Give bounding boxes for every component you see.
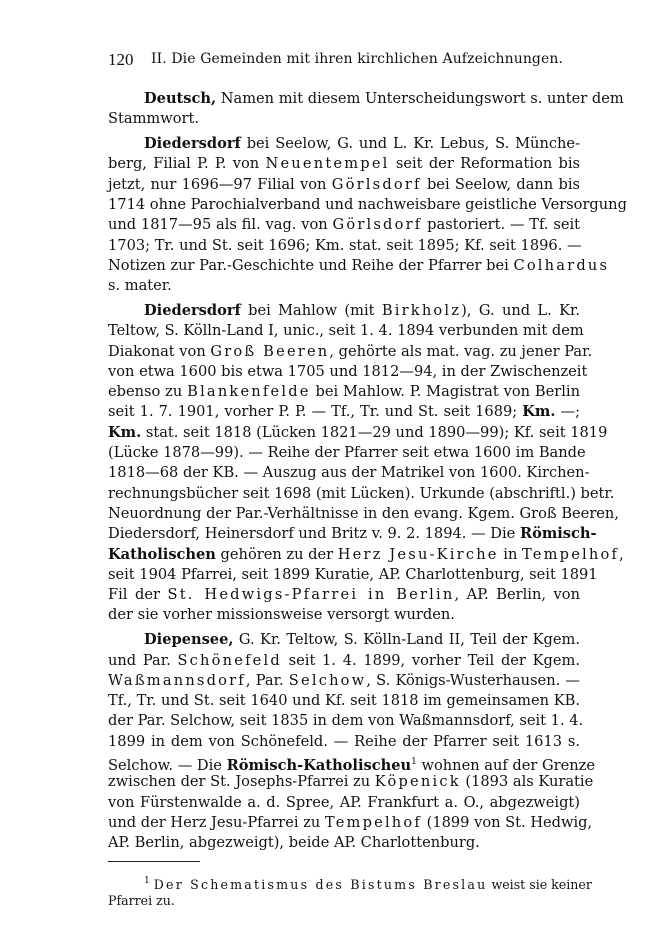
text-run: und der Herz Jesu-Pfarrei zu: [108, 813, 325, 831]
entry-paragraph: [108, 89, 624, 130]
text-line: [108, 545, 624, 565]
text-run: seit 1. 4. 1899, vorher Teil der Kgem.: [281, 651, 580, 669]
headword: Diedersdorf: [144, 135, 241, 153]
headword: Diedersdorf: [144, 301, 241, 319]
text-line: [108, 772, 594, 792]
spaced-name: Tempelhof: [324, 813, 422, 831]
text-run: Neuordnung der Par.-Verhältnisse in den evang. Kgem. Groß Beeren,: [108, 504, 619, 522]
spaced-name: Neuentempel: [265, 155, 390, 173]
text-line: [108, 134, 580, 154]
text-line: [108, 382, 580, 402]
headword: Deutsch,: [144, 90, 217, 107]
footnote-marker: 1: [411, 757, 417, 767]
footnote-marker: 1: [144, 876, 150, 886]
text-line: [108, 891, 580, 911]
text-run: zwischen der St. Josephs-Pfarrei zu: [108, 773, 375, 791]
text-line: [108, 321, 584, 341]
text-run: bei Seelow, dann bis: [421, 175, 580, 193]
text-run: 1703; Tr. und St. seit 1696; Km. stat. seit 1895; Kf. seit 1896. —: [108, 236, 582, 254]
spaced-name: St. Hedwigs-Pfarrei in Berlin: [167, 586, 455, 604]
text-line: [108, 402, 580, 422]
entry-paragraph: [108, 134, 627, 296]
spaced-name: Görlsdorf: [331, 175, 422, 193]
text-run: der Par. Selchow, seit 1835 in dem von Waßmannsdorf, seit 1. 4.: [108, 712, 584, 730]
text-line: [108, 813, 593, 833]
text-line: [108, 484, 615, 504]
headword: Römisch-Katholischeu: [226, 757, 412, 774]
text-line: [108, 630, 580, 650]
spaced-name: Selchow: [288, 671, 367, 689]
text-run: —;: [555, 403, 580, 421]
text-run: der sie vorher missionsweise versorgt wurden.: [108, 606, 455, 624]
text-line: [108, 443, 586, 463]
spaced-name: Waßmannsdorf: [108, 671, 246, 689]
text-line: [108, 833, 580, 853]
headword: Diepensee,: [144, 631, 234, 649]
text-line: [108, 109, 580, 129]
text-line: [108, 871, 592, 892]
footnotes: [108, 871, 592, 916]
text-line: [108, 504, 619, 524]
text-line: [108, 175, 580, 195]
text-line: [108, 423, 608, 443]
text-line: [108, 342, 593, 362]
text-run: berg, Filial P. P. von: [108, 155, 266, 173]
text-run: pastoriert. — Tf. seit: [422, 216, 580, 234]
text-run: 1818—68 der KB. — Auszug aus der Matrikel von 1600. Kirchen-: [108, 464, 590, 482]
text-run: gehören zu der: [215, 545, 338, 563]
text-run: 1714 ohne Parochialverband und nachweisbare geistliche Versorgung: [108, 195, 627, 213]
text-line: [108, 195, 627, 215]
text-run: seit der Reformation bis: [389, 155, 580, 173]
text-line: [108, 301, 580, 321]
text-run: bei Mahlow (mit: [240, 301, 382, 319]
text-line: [108, 154, 580, 174]
running-title: II. Die Gemeinden mit ihren kirchlichen Aufzeichnungen.: [151, 51, 564, 67]
text-line: [108, 276, 580, 296]
spaced-name: Köpenick: [374, 773, 461, 791]
text-line: [108, 691, 580, 711]
text-line: [108, 256, 610, 276]
text-run: G. Kr. Teltow, S. Kölln-Land II, Teil der Kgem.: [233, 631, 580, 649]
text-run: Selchow. — Die: [108, 757, 227, 774]
spaced-name: Groß Beeren: [210, 342, 330, 360]
footnote: [108, 871, 592, 911]
text-run: weist sie keiner: [487, 877, 592, 892]
text-run: seit 1. 7. 1901, vorher P. P. — Tf., Tr. und St. seit 1689;: [108, 403, 523, 421]
text-run: s. mater.: [108, 277, 172, 295]
text-run: (Lücke 1878—99). — Reihe der Pfarrer seit etwa 1600 im Bande: [108, 444, 586, 462]
text-run: stat. seit 1818 (Lücken 1821—29 und 1890—99); Kf. seit 1819: [141, 423, 608, 441]
entry-paragraph: [108, 301, 624, 626]
text-line: [108, 89, 624, 109]
text-run: (1899 von St. Hedwig,: [422, 813, 593, 831]
text-run: ), G. und L. Kr.: [461, 301, 580, 319]
text-line: [108, 524, 597, 544]
spaced-name: Görlsdorf: [332, 216, 423, 234]
page-header: [108, 50, 580, 72]
text-run: in: [498, 545, 522, 563]
text-line: [108, 236, 580, 256]
text-line: [108, 605, 580, 625]
text-line: [108, 565, 598, 585]
text-run: Notizen zur Par.-Geschichte und Reihe der Pfarrer bei: [108, 256, 514, 274]
text-run: , AP. Berlin, von: [454, 586, 580, 604]
text-line: [108, 752, 595, 774]
text-run: seit 1904 Pfarrei, seit 1899 Kuratie, AP. Charlottenburg, seit 1891: [108, 565, 598, 583]
text-run: Teltow, S. Kölln-Land I, unic., seit 1. 4. 1894 verbunden mit dem: [108, 322, 584, 340]
text-run: Fil der: [108, 586, 168, 604]
text-run: , S. Königs-Wusterhausen. —: [366, 671, 581, 689]
text-run: Namen mit diesem Unterscheidungswort s. unter dem: [216, 90, 624, 107]
text-run: Pfarrei zu.: [108, 893, 175, 908]
text-line: [108, 215, 580, 235]
text-run: , Par.: [245, 671, 289, 689]
text-run: Stammwort.: [108, 110, 199, 128]
text-line: [108, 585, 580, 605]
spaced-name: Schönefeld: [177, 651, 282, 669]
footnote-divider: [108, 861, 200, 862]
text-run: und 1817—95 als fil. vag. von: [108, 216, 333, 234]
spaced-name: Tempelhof: [522, 545, 620, 563]
text-line: [108, 362, 588, 382]
headword: Römisch-: [519, 525, 597, 543]
text-run: Diedersdorf, Heinersdorf und Britz v. 9. 2. 1894. — Die: [108, 525, 520, 543]
headword: Katholischen: [108, 545, 216, 563]
text-run: (1893 als Kuratie: [460, 773, 594, 791]
text-run: von etwa 1600 bis etwa 1705 und 1812—94, in der Zwischenzeit: [108, 362, 588, 380]
spaced-name: Der Schematismus des Bistums Breslau: [153, 877, 488, 892]
text-run: jetzt, nur 1696—97 Filial von: [108, 175, 332, 193]
spaced-name: Colhardus: [513, 256, 610, 274]
text-line: [108, 463, 590, 483]
text-run: von Fürstenwalde a. d. Spree, AP. Frankfurt a. O., abgezweigt): [108, 793, 580, 811]
text-run: Tf., Tr. und St. seit 1640 und Kf. seit 1818 im gemeinsamen KB.: [108, 692, 580, 710]
text-run: bei Seelow, G. und L. Kr. Lebus, S. Münche-: [240, 135, 580, 153]
text-run: und Par.: [108, 651, 178, 669]
spaced-name: Birkholz: [381, 301, 462, 319]
text-run: ,: [619, 545, 624, 563]
headword: Km.: [108, 423, 142, 441]
text-run: wohnen auf der Grenze: [416, 757, 595, 774]
page-number: 120: [108, 50, 134, 69]
text-line: [108, 651, 580, 671]
spaced-name: Herz Jesu-Kirche: [337, 545, 499, 563]
text-line: [108, 732, 580, 752]
headword: Km.: [522, 403, 556, 421]
spaced-name: Blankenfelde: [187, 383, 311, 401]
body-text: [108, 89, 627, 858]
text-run: bei Mahlow. P. Magistrat von Berlin: [310, 383, 580, 401]
text-run: rechnungsbücher seit 1698 (mit Lücken). Urkunde (abschriftl.) betr.: [108, 484, 615, 502]
text-line: [108, 793, 580, 813]
text-run: ebenso zu: [108, 383, 188, 401]
entry-paragraph: [108, 630, 595, 853]
text-line: [108, 711, 584, 731]
text-run: 1899 in dem von Schönefeld. — Reihe der Pfarrer seit 1613 s.: [108, 732, 580, 750]
text-run: AP. Berlin, abgezweigt), beide AP. Charlottenburg.: [108, 834, 480, 852]
text-run: , gehörte als mat. vag. zu jener Par.: [329, 342, 593, 360]
text-run: Diakonat von: [108, 342, 211, 360]
text-line: [108, 671, 580, 691]
